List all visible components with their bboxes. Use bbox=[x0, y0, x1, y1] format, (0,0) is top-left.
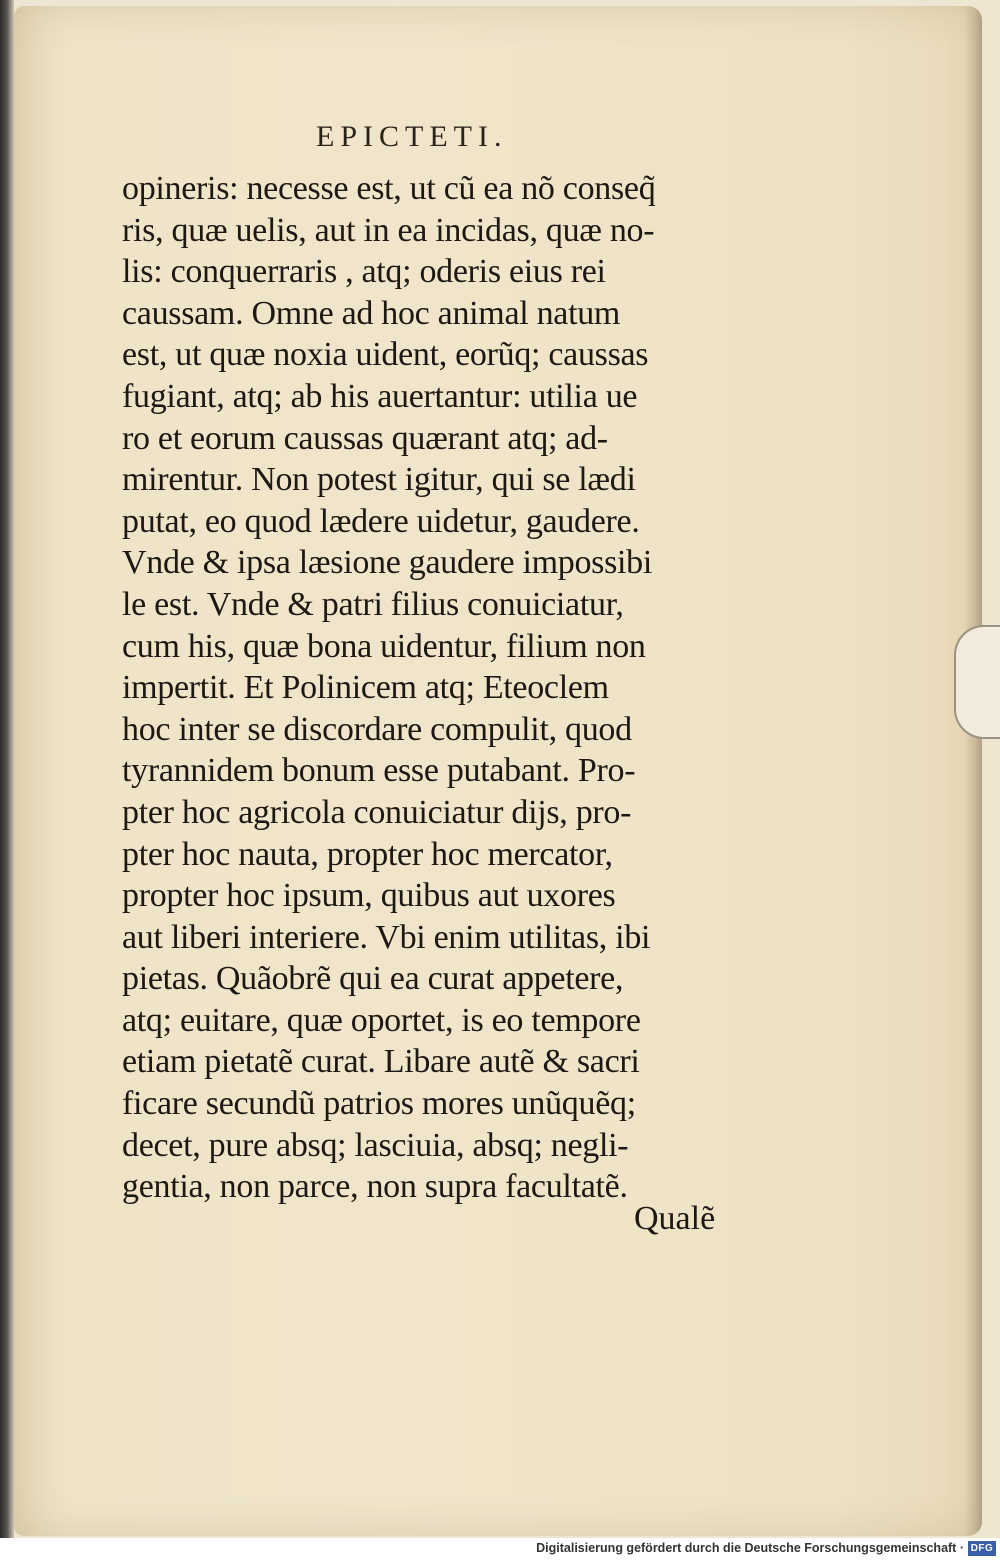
text-line: mirentur. Non potest igitur, qui se lædi bbox=[122, 461, 636, 499]
text-line: ro et eorum caussas quærant atq; ad- bbox=[122, 419, 608, 457]
running-head: EPICTETI. bbox=[316, 120, 508, 153]
text-line: lis: conquerraris , atq; oderis eius rei bbox=[122, 253, 606, 291]
text-line: impertit. Et Polinicem atq; Eteoclem bbox=[122, 669, 609, 707]
text-line: est, ut quæ noxia uident, eorũq; caussas bbox=[122, 336, 649, 374]
text-line: caussam. Omne ad hoc animal natum bbox=[122, 294, 621, 332]
page-fore-edge bbox=[964, 6, 982, 1536]
text-line: tyrannidem bonum esse putabant. Pro- bbox=[122, 752, 636, 790]
thumb-index-notch bbox=[954, 625, 1000, 739]
text-line: hoc inter se discordare compulit, quod bbox=[122, 710, 632, 748]
text-line: le est. Vnde & patri filius conuiciatur, bbox=[122, 585, 624, 623]
text-line: pter hoc nauta, propter hoc mercator, bbox=[122, 835, 613, 873]
text-line: fugiant, atq; ab his auertantur: utilia ue bbox=[122, 377, 638, 415]
text-line: gentia, non parce, non supra facultatẽ. bbox=[122, 1168, 628, 1206]
text-line: Vnde & ipsa læsione gaudere impossibi bbox=[122, 544, 652, 582]
dfg-logo: DFG bbox=[968, 1541, 996, 1556]
body-text bbox=[122, 168, 772, 1208]
footer-bar bbox=[0, 1538, 1000, 1561]
text-line: aut liberi interiere. Vbi enim utilitas, ibi bbox=[122, 918, 651, 956]
text-line: decet, pure absq; lasciuia, absq; negli- bbox=[122, 1126, 629, 1164]
text-line: etiam pietatẽ curat. Libare autẽ & sacri bbox=[122, 1043, 640, 1081]
text-line: propter hoc ipsum, quibus aut uxores bbox=[122, 877, 616, 915]
text-line: cum his, quæ bona uidentur, filium non bbox=[122, 627, 646, 665]
funding-credit: Digitalisierung gefördert durch die Deutsche Forschungsgemeinschaft · bbox=[536, 1541, 964, 1555]
catchword: Qualẽ bbox=[634, 1200, 716, 1237]
text-line: opineris: necesse est, ut cũ ea nõ conseq̃ bbox=[122, 170, 656, 207]
book-spine-edge bbox=[0, 0, 14, 1538]
text-line: pietas. Quãobrẽ qui ea curat appetere, bbox=[122, 960, 624, 998]
text-line: ficare secundũ patrios mores unũquẽq; bbox=[122, 1085, 636, 1123]
text-line: ris, quæ uelis, aut in ea incidas, quæ no- bbox=[122, 211, 655, 249]
text-line: pter hoc agricola conuiciatur dijs, pro- bbox=[122, 793, 632, 831]
text-line: atq; euitare, quæ oportet, is eo tempore bbox=[122, 1001, 641, 1039]
text-line: putat, eo quod lædere uidetur, gaudere. bbox=[122, 502, 640, 540]
